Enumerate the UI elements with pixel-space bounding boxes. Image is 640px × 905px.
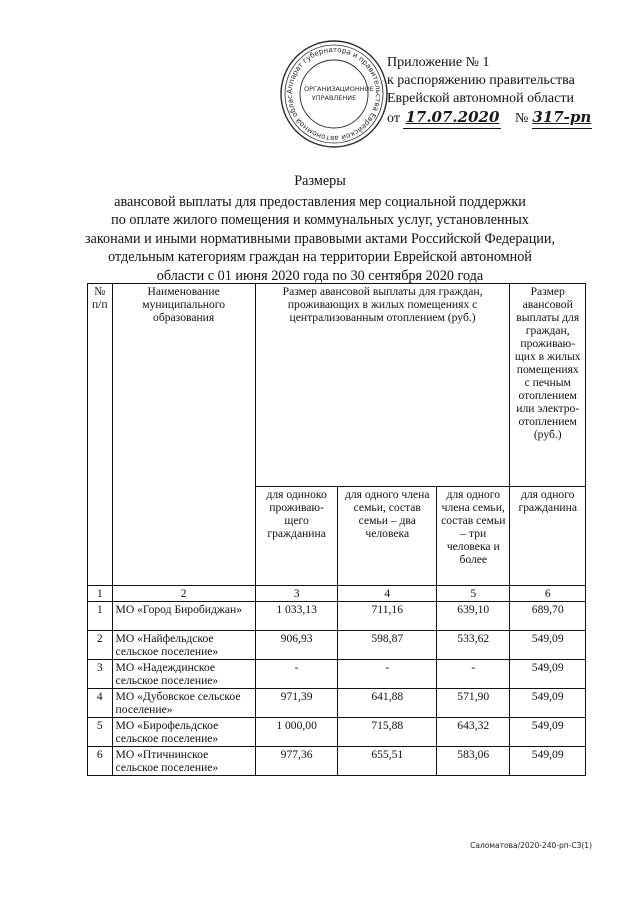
header-stove-single: для одного гражданина: [510, 487, 586, 586]
row-value-family-3: 639,10: [437, 602, 510, 631]
table-row: [88, 718, 586, 747]
title-heading: Размеры: [294, 173, 346, 189]
row-value-family-3: 643,32: [437, 718, 510, 747]
appendix-block: [387, 54, 627, 129]
row-value-family-3: 583,06: [437, 747, 510, 776]
col-number-1: 1: [88, 586, 113, 602]
table-row: [88, 660, 586, 689]
table-row: [88, 747, 586, 776]
title-line-3: по оплате жилого помещения и коммунальных услуг, установленных: [111, 212, 529, 228]
row-value-single: 971,39: [255, 689, 338, 718]
col-number-3: 3: [255, 586, 338, 602]
row-value-stove: 549,09: [510, 689, 586, 718]
row-value-family-2: 655,51: [338, 747, 437, 776]
col-number-5: 5: [437, 586, 510, 602]
header-central-group: Размер авансовой выплаты для граждан, проживающих в жилых помещениях с централизованным отоплением (руб.): [255, 284, 510, 487]
row-value-single: 977,36: [255, 747, 338, 776]
number-label: №: [514, 111, 529, 126]
handwritten-number: 317-рп: [532, 108, 592, 126]
title-line-6: области с 01 июня 2020 года по 30 сентября 2020 года: [156, 267, 484, 284]
from-label: от: [387, 111, 400, 126]
row-num: 3: [88, 660, 113, 689]
row-num: 1: [88, 602, 113, 631]
row-num: 6: [88, 747, 113, 776]
title-line-5: отдельным категориям граждан на территории Еврейской автономной: [108, 249, 532, 265]
col-number-2: 2: [112, 586, 255, 602]
row-num: 4: [88, 689, 113, 718]
appendix-reference: к распоряжению правительства: [387, 73, 575, 88]
official-stamp: [278, 38, 390, 150]
row-num: 5: [88, 718, 113, 747]
row-value-stove: 549,09: [510, 747, 586, 776]
appendix-region: Еврейской автономной области: [387, 91, 574, 106]
stamp-ring-text: Аппарат губернатора и правительства Еврейской автономной облас: [284, 44, 384, 144]
row-value-family-2: -: [338, 660, 437, 689]
table-row: [88, 631, 586, 660]
row-value-family-2: 598,87: [338, 631, 437, 660]
handwritten-date: 17.07.2020: [405, 108, 500, 126]
header-family-2: для одного члена семьи, состав семьи – два человека: [338, 487, 437, 586]
title-line-2: авансовой выплаты для предоставления мер социальной поддержки: [114, 193, 526, 210]
header-name: Наименование муниципального образования: [112, 284, 255, 586]
payments-table: [87, 283, 586, 776]
row-value-family-2: 711,16: [338, 602, 437, 631]
appendix-date-number: [387, 108, 627, 129]
document-title: [60, 172, 580, 285]
row-value-single: 1 033,13: [255, 602, 338, 631]
row-value-family-2: 641,88: [338, 689, 437, 718]
row-name: МО «Найфельдское сельское поселение»: [112, 631, 255, 660]
row-value-family-3: -: [437, 660, 510, 689]
col-number-6: 6: [510, 586, 586, 602]
row-value-single: 1 000,00: [255, 718, 338, 747]
appendix-title: Приложение № 1: [387, 55, 490, 70]
row-name: МО «Надеждинское сельское поселение»: [112, 660, 255, 689]
row-value-stove: 689,70: [510, 602, 586, 631]
row-name: МО «Город Биробиджан»: [112, 602, 255, 631]
header-stove-group: Размер авансовой выплаты для граждан, проживаю-щих в жилых помещениях с печным отоплением или электро-отоплением (руб.): [510, 284, 586, 487]
stamp-center-text: ОРГАНИЗАЦИОННОЕ УПРАВЛЕНИЕ: [304, 85, 374, 102]
row-name: МО «Дубовское сельское поселение»: [112, 689, 255, 718]
table-row: [88, 602, 586, 631]
row-value-single: -: [255, 660, 338, 689]
row-value-stove: 549,09: [510, 718, 586, 747]
row-num: 2: [88, 631, 113, 660]
row-value-stove: 549,09: [510, 631, 586, 660]
column-number-row: [88, 586, 586, 602]
row-name: МО «Бирофельдское сельское поселение»: [112, 718, 255, 747]
header-family-3: для одного члена семьи, состав семьи – три человека и более: [437, 487, 510, 586]
row-name: МО «Птичнинское сельское поселение»: [112, 747, 255, 776]
table-row: [88, 689, 586, 718]
title-line-4: законами и иными нормативными правовыми актами Российской Федерации,: [84, 230, 556, 247]
row-value-single: 906,93: [255, 631, 338, 660]
row-value-family-2: 715,88: [338, 718, 437, 747]
table-header-row-1: [88, 284, 586, 487]
row-value-stove: 549,09: [510, 660, 586, 689]
header-num: № п/п: [88, 284, 113, 586]
col-number-4: 4: [338, 586, 437, 602]
header-single: для одиноко проживаю-щего гражданина: [255, 487, 338, 586]
row-value-family-3: 533,62: [437, 631, 510, 660]
row-value-family-3: 571,90: [437, 689, 510, 718]
document-code: Саломатова/2020-240-рп-СЗ(1): [470, 841, 592, 850]
